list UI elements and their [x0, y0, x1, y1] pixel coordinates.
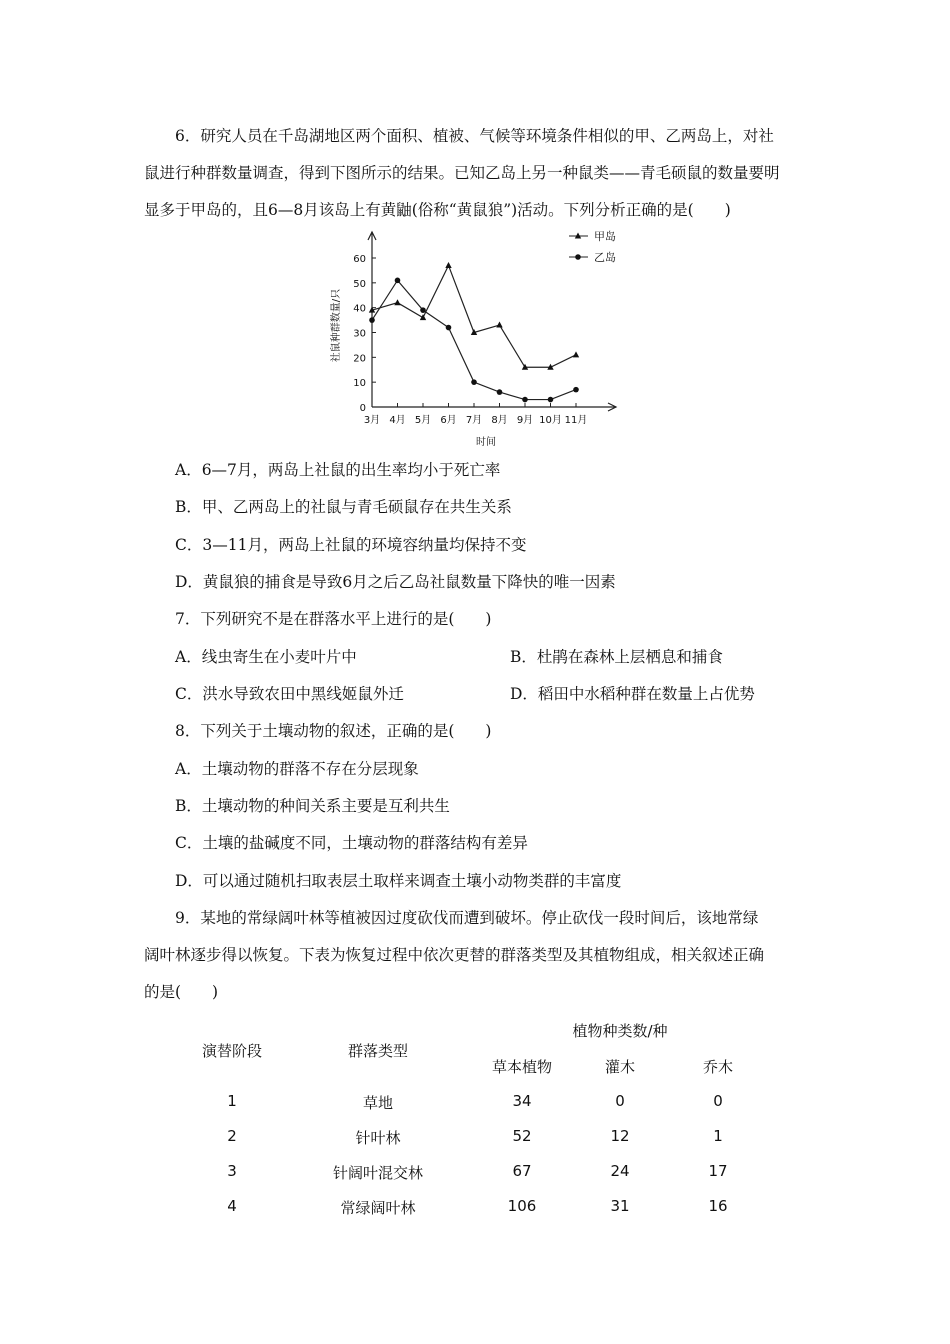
table-cell: 草地 [362, 1094, 394, 1112]
data-point-circle [420, 307, 426, 313]
table-header-stage: 演替阶段 [201, 1042, 263, 1060]
data-point-circle [369, 317, 375, 323]
q7-stem: 7．下列研究不是在群落水平上进行的是( ) [175, 610, 492, 628]
table-cell: 106 [507, 1197, 537, 1215]
table-cell: 0 [713, 1092, 723, 1110]
q8-option-c: C．土壤的盐碱度不同，土壤动物的群落结构有差异 [175, 834, 528, 852]
x-tick-label: 4月 [389, 415, 406, 426]
table-header-tree: 乔木 [702, 1058, 734, 1076]
table-cell: 31 [610, 1197, 630, 1215]
y-tick-label: 20 [353, 353, 366, 365]
y-tick-label: 40 [353, 303, 366, 315]
y-tick-label: 10 [353, 378, 366, 390]
x-tick-label: 7月 [465, 415, 483, 426]
table-cell: 3 [227, 1162, 237, 1180]
table-header-herb: 草本植物 [491, 1058, 553, 1076]
x-tick-label: 3月 [363, 415, 381, 426]
legend-label: 乙岛 [594, 251, 616, 264]
data-point-circle [497, 389, 503, 395]
table-cell: 1 [713, 1127, 723, 1145]
q6-option-a: A．6—7月，两岛上社鼠的出生率均小于死亡率 [175, 461, 501, 479]
q8-option-b: B．土壤动物的种间关系主要是互利共生 [175, 797, 450, 815]
table-cell: 常绿阔叶林 [340, 1199, 416, 1217]
table-cell: 1 [227, 1092, 237, 1110]
table-cell: 0 [615, 1092, 625, 1110]
data-point-circle [522, 397, 528, 403]
x-tick-label: 5月 [414, 415, 432, 426]
q7-option-a: A．线虫寄生在小麦叶片中 [175, 648, 357, 666]
y-tick-label: 30 [353, 328, 366, 340]
data-point-triangle [573, 351, 579, 357]
x-tick-label: 8月 [491, 415, 508, 426]
q8-option-d: D．可以通过随机扫取表层土取样来调查土壤小动物类群的丰富度 [175, 872, 622, 890]
data-point-triangle [496, 322, 502, 328]
table-cell: 24 [610, 1162, 630, 1180]
data-point-triangle [445, 262, 451, 268]
table-cell: 16 [708, 1197, 728, 1215]
q6-stem-line-3: 显多于甲岛的，且6—8月该岛上有黄鼬(俗称“黄鼠狼”)活动。下列分析正确的是( ) [144, 201, 731, 219]
legend-marker-circle [575, 254, 581, 260]
q6-stem-line-2: 鼠进行种群数量调查，得到下图所示的结果。已知乙岛上另一种鼠类——青毛硕鼠的数量要明 [144, 164, 780, 182]
q6-stem-line-1: 6．研究人员在千岛湖地区两个面积、植被、气候等环境条件相似的甲、乙两岛上，对社 [175, 127, 774, 145]
q7-option-b: B．杜鹃在森林上层栖息和捕食 [510, 648, 723, 666]
q9-stem-line-3: 的是( ) [144, 983, 219, 1001]
data-point-circle [395, 278, 401, 284]
table-cell: 67 [512, 1162, 532, 1180]
data-point-circle [446, 325, 452, 331]
table-header-community: 群落类型 [347, 1042, 409, 1060]
y-tick-label: 60 [353, 254, 366, 265]
x-axis-label: 时间 [476, 437, 496, 448]
chart-legend [569, 229, 616, 264]
table-cell: 4 [227, 1197, 237, 1215]
table-cell: 52 [512, 1127, 532, 1145]
table-cell: 2 [227, 1127, 237, 1145]
q7-option-d: D．稻田中水稻种群在数量上占优势 [510, 685, 755, 703]
data-point-circle [548, 397, 554, 403]
data-point-triangle [394, 299, 400, 305]
q9-stem-line-2: 阔叶林逐步得以恢复。下表为恢复过程中依次更替的群落类型及其植物组成，相关叙述正确 [144, 946, 765, 964]
data-point-triangle [420, 314, 426, 320]
data-point-circle [573, 387, 579, 393]
table-header-shrub: 灌木 [604, 1058, 636, 1076]
q7-option-c: C．洪水导致农田中黑线姬鼠外迁 [175, 685, 404, 703]
x-tick-label: 10月 [539, 415, 562, 426]
y-tick-label: 50 [353, 278, 366, 290]
population-line-chart [326, 224, 646, 464]
table-header-group: 植物种类数/种 [572, 1022, 668, 1040]
data-point-circle [471, 379, 477, 385]
table-cell: 针阔叶混交林 [332, 1164, 424, 1182]
chart-series [369, 262, 579, 402]
x-tick-label: 11月 [564, 415, 588, 426]
q6-option-c: C．3—11月，两岛上社鼠的环境容纳量均保持不变 [175, 536, 527, 554]
series-line-1 [372, 265, 576, 367]
q6-option-b: B．甲、乙两岛上的社鼠与青毛硕鼠存在共生关系 [175, 498, 512, 516]
legend-label: 甲岛 [594, 230, 616, 243]
table-cell: 17 [708, 1162, 728, 1180]
q8-stem: 8．下列关于土壤动物的叙述，正确的是( ) [175, 722, 492, 740]
x-tick-label: 6月 [440, 415, 457, 426]
y-tick-label: 0 [359, 403, 366, 414]
q8-option-a: A．土壤动物的群落不存在分层现象 [175, 760, 419, 778]
table-cell: 针叶林 [355, 1129, 401, 1147]
x-tick-label: 9月 [516, 415, 534, 426]
y-axis-label: 社鼠种群数量/只 [331, 288, 342, 363]
q9-stem-line-1: 9．某地的常绿阔叶林等植被因过度砍伐而遭到破坏。停止砍伐一段时间后，该地常绿 [175, 909, 759, 927]
q6-option-d: D．黄鼠狼的捕食是导致6月之后乙岛社鼠数量下降快的唯一因素 [175, 573, 616, 591]
table-cell: 12 [610, 1127, 630, 1145]
table-cell: 34 [512, 1092, 532, 1110]
